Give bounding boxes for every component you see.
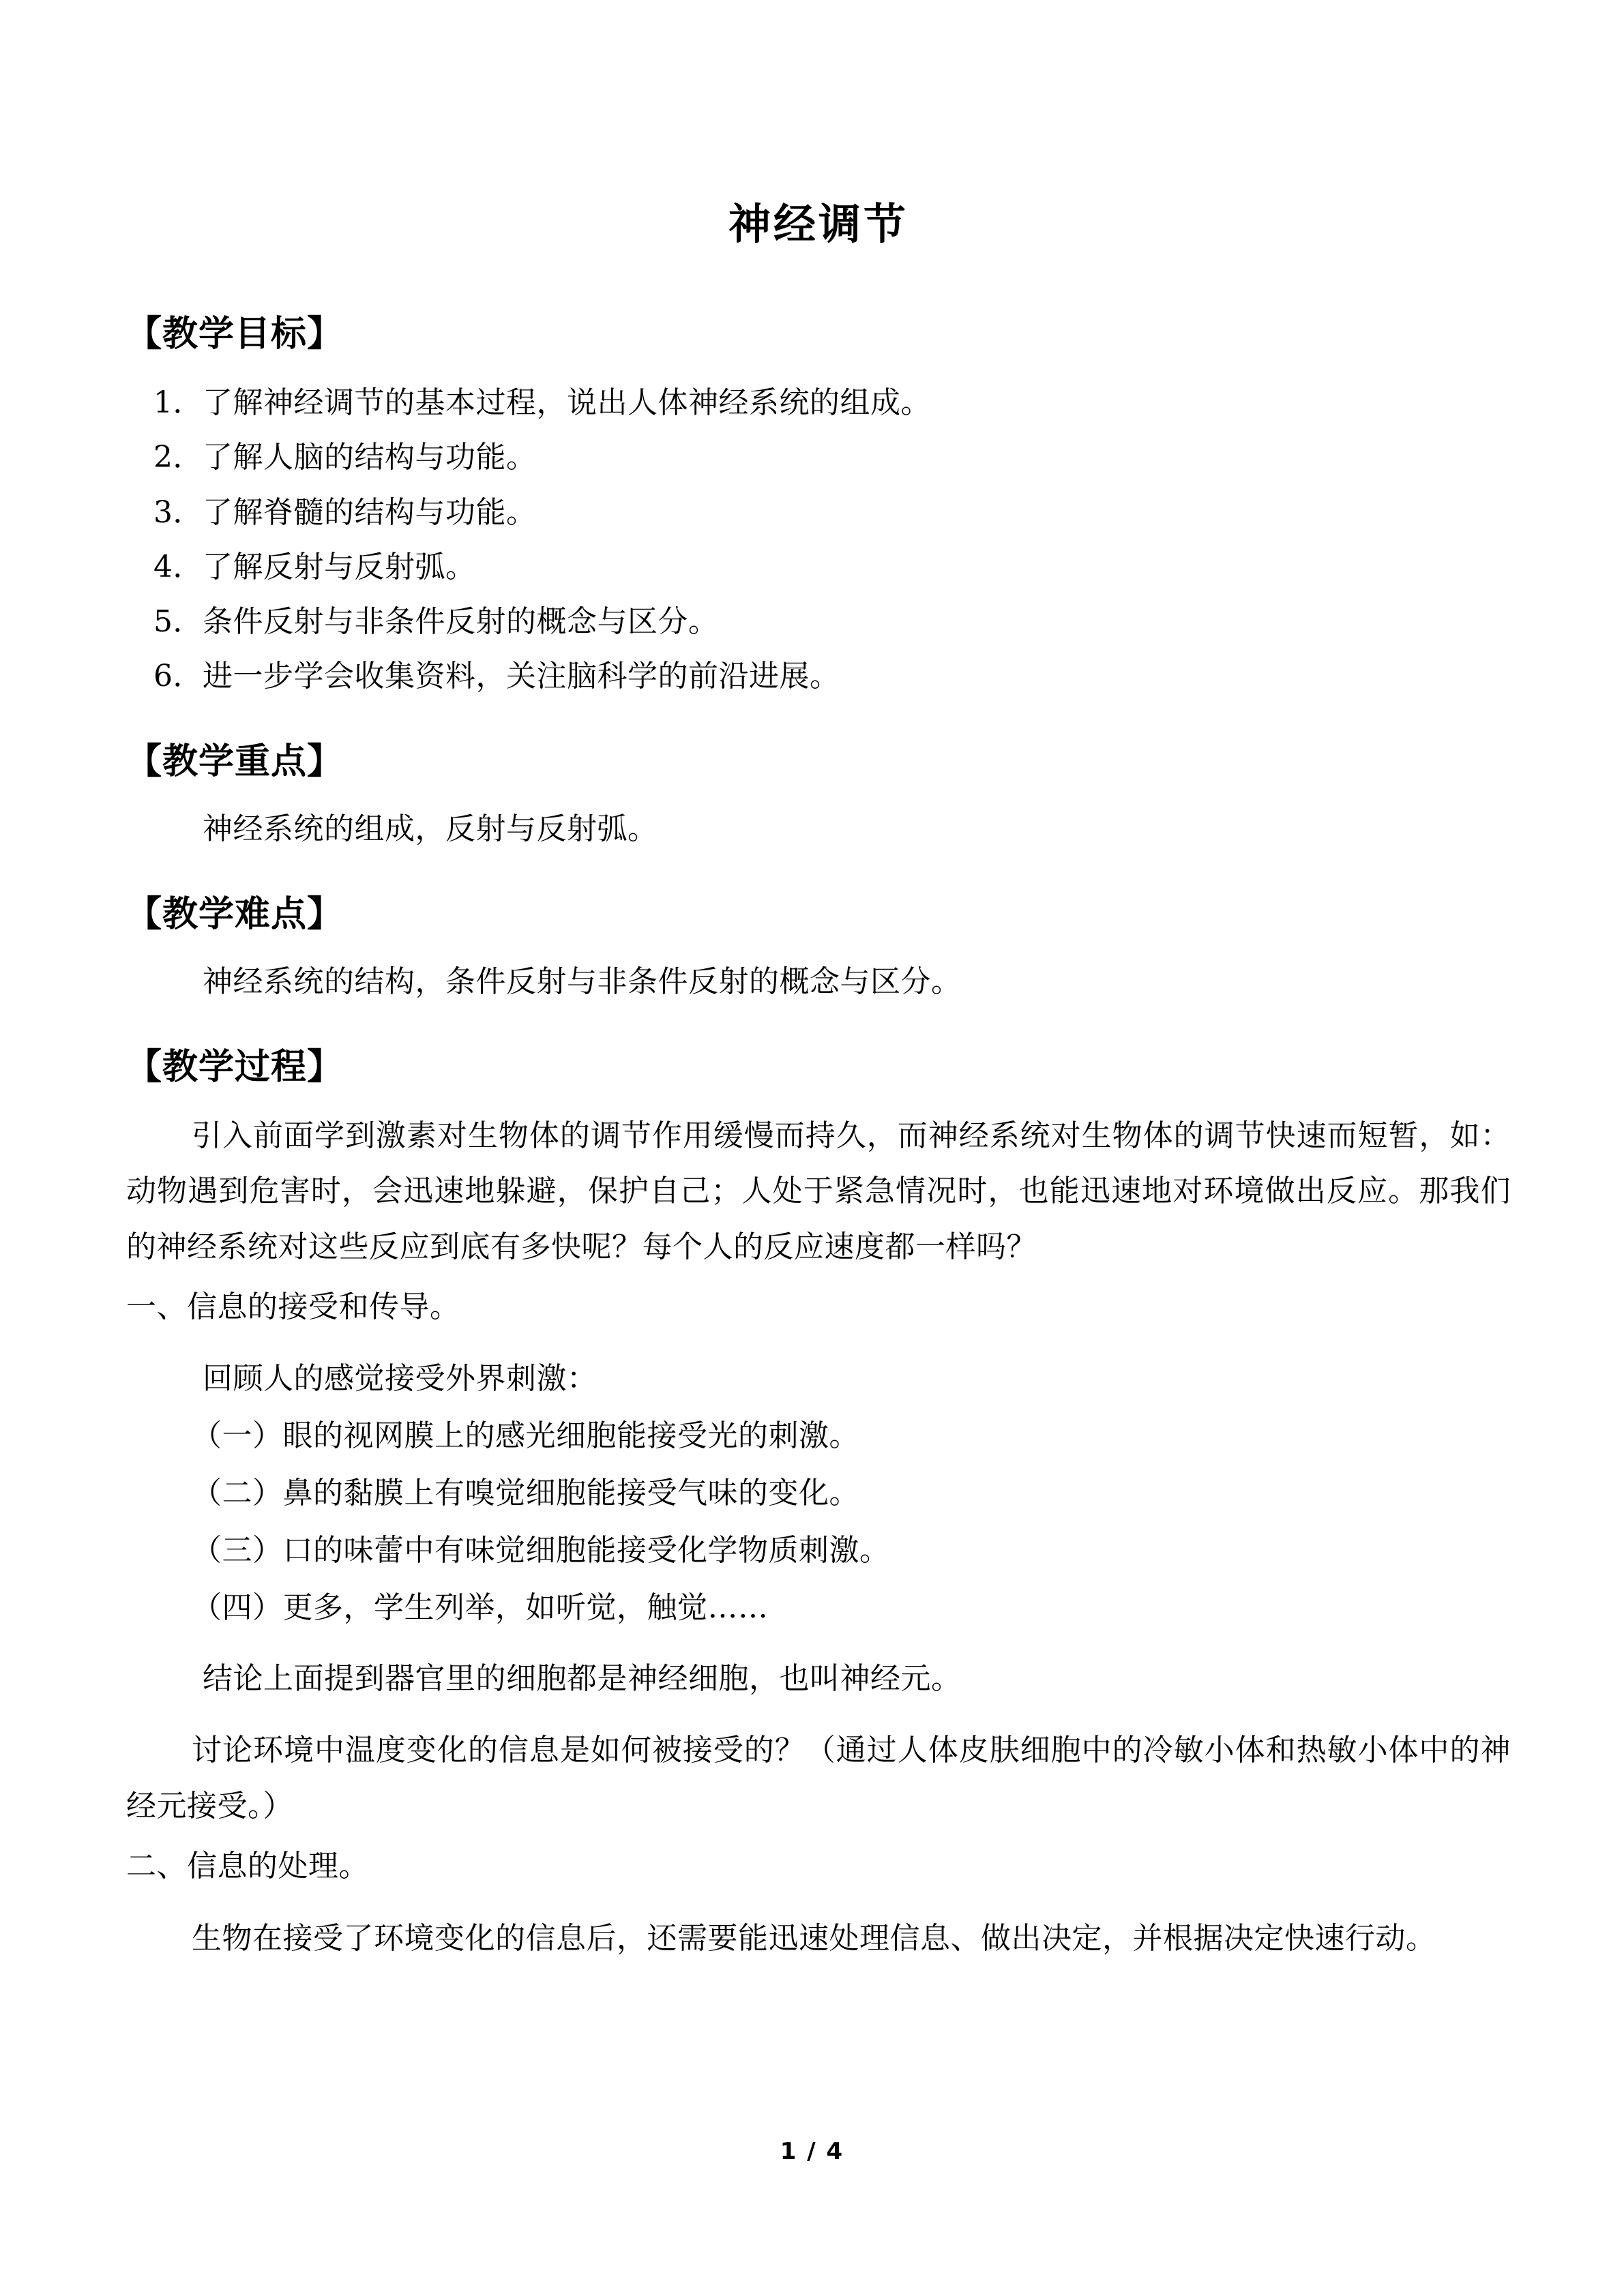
sense-item: （二）鼻的黏膜上有嗅觉细胞能接受气味的变化。 (192, 1476, 859, 1511)
section-heading-difficult-points: 【教学难点】 (126, 894, 344, 936)
sense-item: （一）眼的视网膜上的感光细胞能接受光的刺激。 (192, 1418, 859, 1453)
list-item (126, 540, 1511, 595)
section-heading-key-points: 【教学重点】 (126, 741, 344, 782)
process-part-two-title: 二、信息的处理。 (126, 1849, 369, 1883)
key-points-text: 神经系统的组成，反射与反射弧。 (203, 811, 658, 847)
list-item (126, 430, 1511, 485)
objective-text: 了解反射与反射弧。 (203, 549, 476, 584)
sense-item: （四）更多，学生列举，如听觉，触觉…… (192, 1590, 769, 1626)
objective-text: 条件反射与非条件反射的概念与区分。 (203, 603, 719, 639)
objective-number: 3． (153, 494, 203, 530)
process-review-line: 回顾人的感觉接受外界刺激： (203, 1360, 597, 1396)
objective-number: 6． (153, 658, 203, 694)
process-intro-paragraph: 引入前面学到激素对生物体的调节作用缓慢而持久，而神经系统对生物体的调节快速而短暂，如：动物遇到危害时，会迅速地躲避，保护自己；人处于紧急情况时，也能迅速地对环境做出反应。那我们的神经系统对这些反应到底有多快呢？每个人的反应速度都一样吗？ (126, 1118, 1511, 1265)
process-part-two-paragraph: 生物在接受了环境变化的信息后，还需要能迅速处理信息、做出决定，并根据决定快速行动。 (192, 1920, 1436, 1956)
list-item (126, 649, 1511, 704)
process-discussion-line: 讨论环境中温度变化的信息是如何被接受的？（通过人体皮肤细胞中的冷敏小体和热敏小体中的神经元接受。） (126, 1733, 1511, 1824)
page-content (126, 0, 1511, 1967)
page-title: 神经调节 (728, 199, 909, 249)
objective-text: 了解脊髓的结构与功能。 (203, 494, 537, 530)
process-part-one-title: 一、信息的接受和传导。 (126, 1289, 460, 1325)
objective-text: 了解人脑的结构与功能。 (203, 440, 537, 475)
sense-item: （三）口的味蕾中有味觉细胞能接受化学物质刺激。 (192, 1533, 890, 1568)
page-footer: 1 / 4 (780, 2138, 844, 2165)
difficult-points-text: 神经系统的结构，条件反射与非条件反射的概念与区分。 (203, 964, 962, 1000)
objective-number: 4． (153, 549, 203, 584)
list-item (126, 486, 1511, 540)
section-heading-objectives: 【教学目标】 (126, 314, 344, 355)
section-heading-process: 【教学过程】 (126, 1047, 344, 1088)
objectives-list (126, 376, 1511, 703)
objective-text: 了解神经调节的基本过程，说出人体神经系统的组成。 (203, 385, 931, 421)
objective-number: 1． (153, 385, 203, 421)
objective-number: 5． (153, 603, 203, 639)
objective-number: 2． (153, 440, 203, 475)
objective-text: 进一步学会收集资料，关注脑科学的前沿进展。 (203, 658, 840, 694)
process-conclusion-line: 结论上面提到器官里的细胞都是神经细胞，也叫神经元。 (203, 1661, 962, 1697)
list-item (126, 376, 1511, 430)
list-item (126, 595, 1511, 649)
